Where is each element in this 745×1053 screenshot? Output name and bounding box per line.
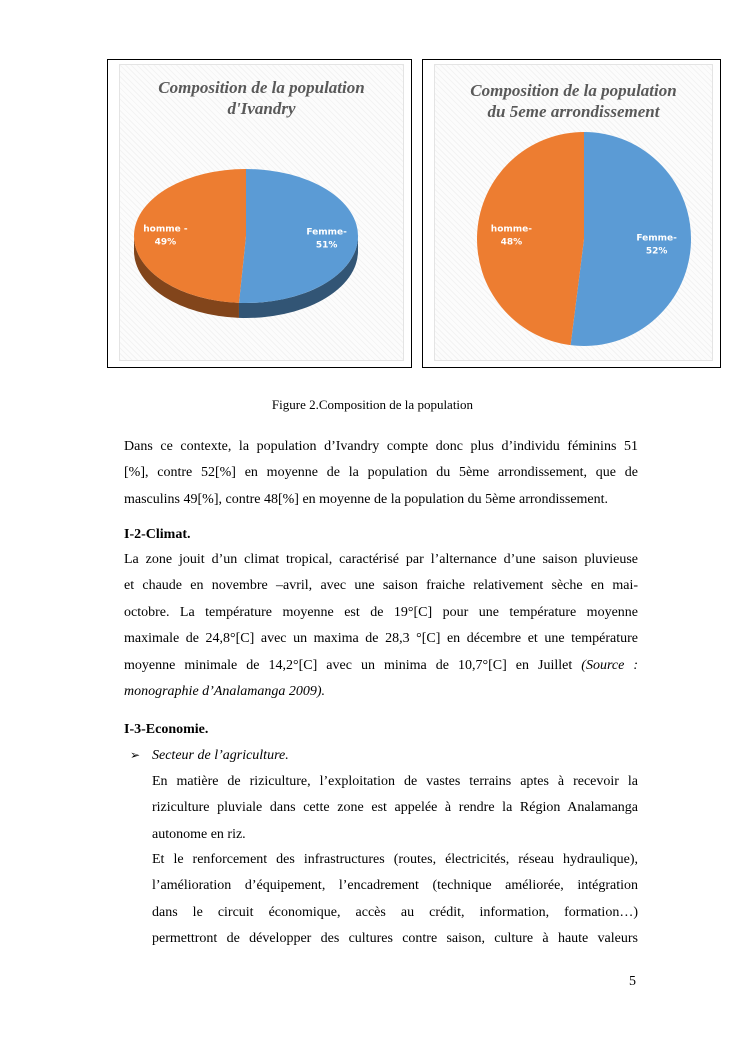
intro-paragraph: Dans ce contexte, la population d’Ivandry compte donc plus d’individu féminins 51 [%], contre 52[%] en moyenne de la population du 5ème arrondissement, que de masculins 49[%], contre 48[%] en moyenne de la population du 5ème arrondissement. (124, 439, 638, 507)
slice-label-0: Femme- (306, 227, 347, 238)
agriculture-paragraph-2: Et le renforcement des infrastructures (routes, électricités, réseau hydraulique), l’amélioration d’équipement, l’encadrement (technique améliorée, intégration dans le circuit économique, accès au crédit, information, formation…) permettront de développer des cultures contre saison, culture à haute valeurs (152, 852, 638, 947)
climat-line-with-source: moyenne minimale de 14,2°[C] avec un minima de 10,7°[C] en Juillet (Source : (124, 657, 639, 673)
chart-5eme (422, 59, 721, 368)
heading-climat: I-2-Climat. (124, 527, 191, 542)
figure-caption: Figure 2.Composition de la population (271, 397, 474, 412)
climat-source: monographie d’Analamanga 2009). (124, 684, 326, 700)
slice-value-0: 52% (645, 246, 668, 257)
heading-economie: I-3-Economie. (124, 722, 209, 737)
pie-slice-1 (477, 132, 584, 345)
chart-ivandry-area (119, 64, 404, 361)
chart-5eme-plot (435, 65, 713, 361)
bullet-agriculture: ➢ Secteur de l’agriculture. (130, 748, 289, 763)
chart-ivandry-plot (120, 65, 404, 361)
page-number: 5 (629, 974, 636, 989)
chart-ivandry (107, 59, 412, 368)
slice-value-0: 51% (315, 240, 338, 251)
slice-value-1: 48% (500, 237, 523, 248)
chart-ivandry-title: Composition de la population d'Ivandry (158, 78, 365, 118)
agriculture-paragraph-1: En matière de riziculture, l’exploitation de vastes terrains aptes à recevoir la riziculture pluviale dans cette zone est appelée à rendre la Région Analamanga autonome en riz. (152, 774, 638, 842)
slice-label-0: Femme- (636, 233, 677, 244)
slice-label-1: homme - (143, 224, 188, 235)
slice-value-1: 49% (154, 237, 177, 248)
arrow-bullet-icon: ➢ (130, 748, 141, 762)
slice-label-1: homme- (490, 224, 532, 235)
chart-5eme-area (434, 64, 713, 361)
climat-paragraph: La zone jouit d’un climat tropical, caractérisé par l’alternance d’une saison pluvieuse et chaude en novembre –avril, avec une saison fraiche relativement sèche en mai- octobre. La température moyenne est de 19°[C] pour une température moyenne maximale de 24,8°[C] avec un maxima de 28,3 °[C] en décembre et une température moyenne minimale de 14,2°[C] avec un minima de 10,7°[C] en Juillet (Source : monographie d’Analamanga 2009). (124, 552, 639, 700)
chart-5eme-title: Composition de la population du 5eme arrondissement (470, 81, 677, 121)
